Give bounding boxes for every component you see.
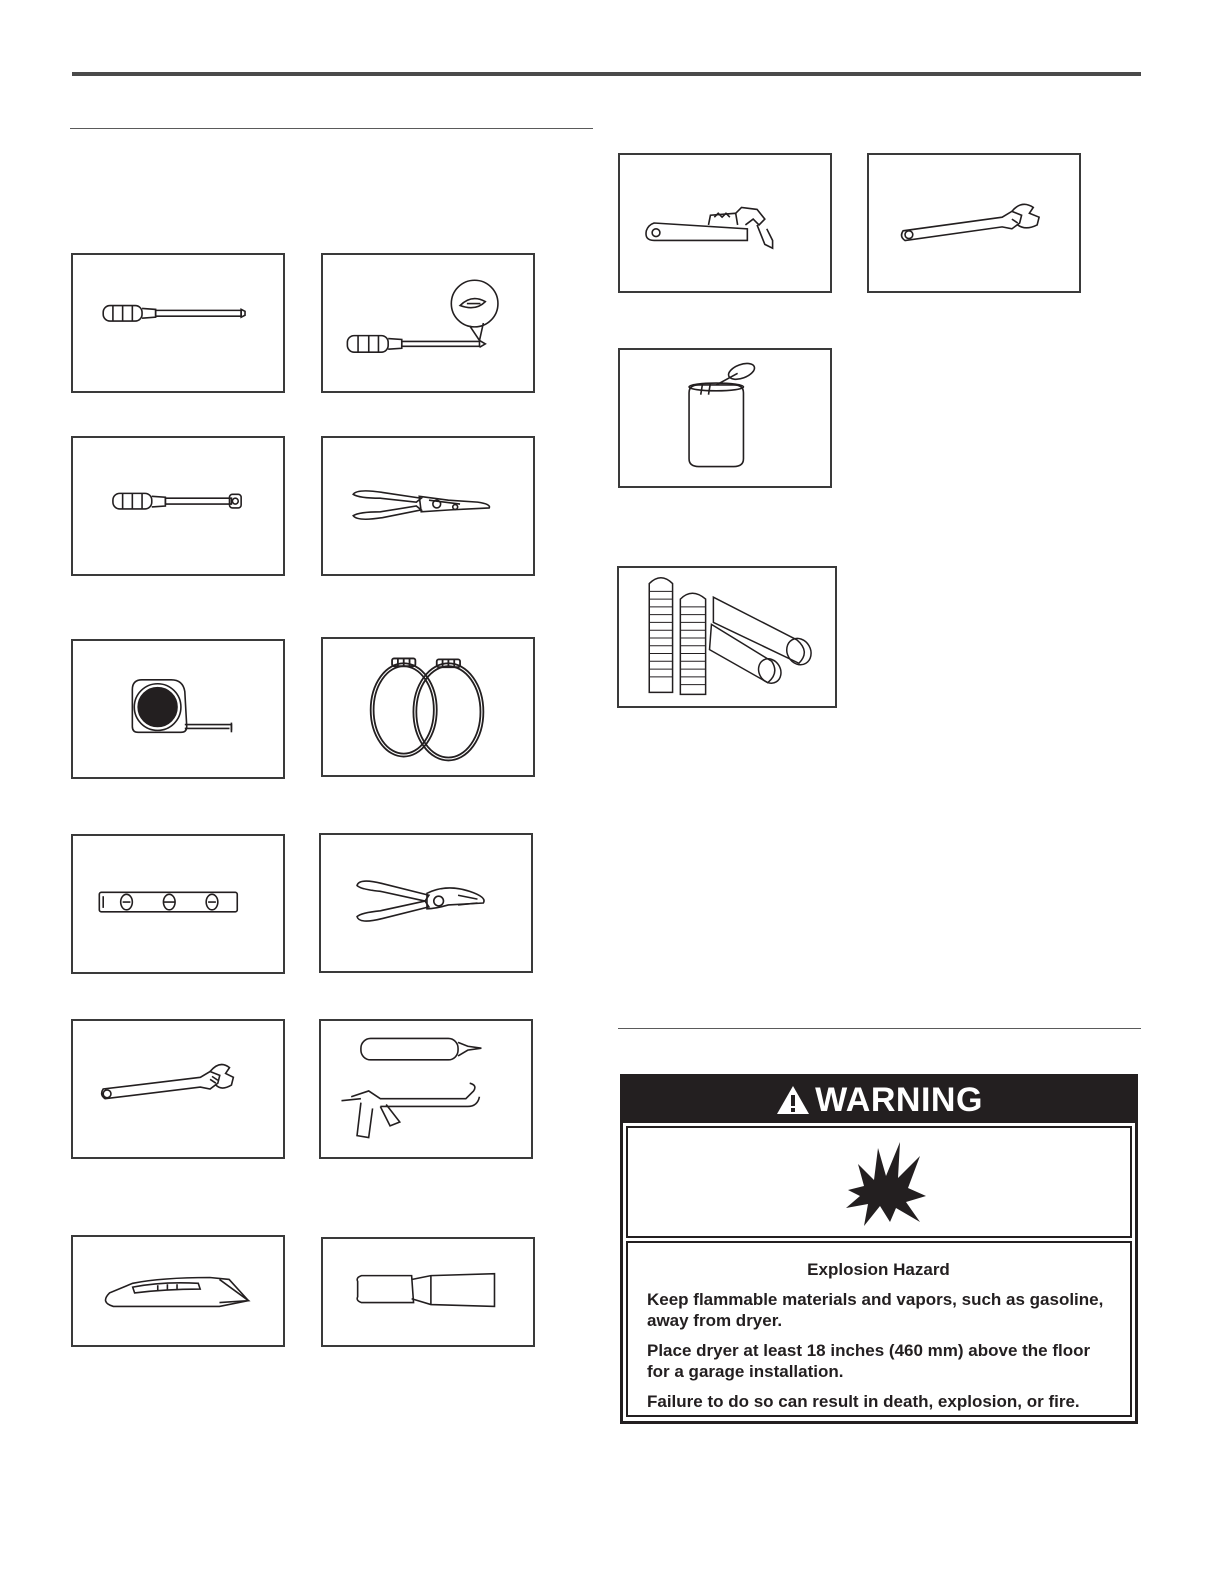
nut-driver-box xyxy=(71,436,285,576)
adjustable-wrench-icon xyxy=(73,1021,283,1157)
adjustable-wrench-icon xyxy=(869,155,1079,291)
pliers-icon xyxy=(321,835,531,971)
duct-clamps-box xyxy=(321,637,535,777)
explosion-hazard-warning xyxy=(620,1074,1138,1424)
pipe-wrench-icon xyxy=(620,155,830,291)
phillips-screwdriver-box xyxy=(321,253,535,393)
duct-clamps-icon xyxy=(323,639,533,775)
level-icon xyxy=(73,836,283,972)
caulking-gun-box xyxy=(319,1019,533,1159)
pipe-joint-compound-icon xyxy=(620,350,830,486)
right-section-rule xyxy=(618,1028,1141,1029)
pliers-box xyxy=(319,833,533,973)
tin-snips-box xyxy=(321,436,535,576)
putty-knife-icon xyxy=(323,1239,533,1345)
warning-symbol-panel xyxy=(626,1126,1132,1238)
phillips-screwdriver-icon xyxy=(323,255,533,391)
hazard-title: Explosion Hazard xyxy=(807,1260,950,1279)
tape-measure-icon xyxy=(73,641,283,777)
flat-blade-screwdriver-icon xyxy=(73,255,283,391)
nut-driver-icon xyxy=(73,438,283,574)
adjustable-wrench-box-2 xyxy=(867,153,1081,293)
warning-header-text: WARNING xyxy=(815,1080,983,1119)
explosion-icon xyxy=(844,1138,928,1228)
tin-snips-icon xyxy=(323,438,533,574)
pipe-joint-compound-box xyxy=(618,348,832,488)
putty-knife-box xyxy=(321,1237,535,1347)
left-section-rule xyxy=(70,128,593,129)
leveling-legs-box xyxy=(617,566,837,708)
utility-knife-box xyxy=(71,1235,285,1347)
warning-paragraph: Keep flammable materials and vapors, such as gasoline, away from dryer. xyxy=(647,1290,1104,1330)
alert-triangle-icon xyxy=(775,1084,811,1116)
caulking-gun-icon xyxy=(321,1021,531,1157)
warning-header xyxy=(623,1077,1135,1123)
top-rule xyxy=(72,72,1141,76)
warning-paragraph: Failure to do so can result in death, explosion, or fire. xyxy=(647,1392,1080,1411)
tape-measure-box xyxy=(71,639,285,779)
warning-body xyxy=(626,1241,1132,1417)
adjustable-wrench-box xyxy=(71,1019,285,1159)
flat-blade-screwdriver-box xyxy=(71,253,285,393)
pipe-wrench-box xyxy=(618,153,832,293)
leveling-legs-icon xyxy=(619,568,835,706)
warning-paragraph: Place dryer at least 18 inches (460 mm) above the floor for a garage installation. xyxy=(647,1341,1091,1381)
level-box xyxy=(71,834,285,974)
utility-knife-icon xyxy=(73,1237,283,1345)
